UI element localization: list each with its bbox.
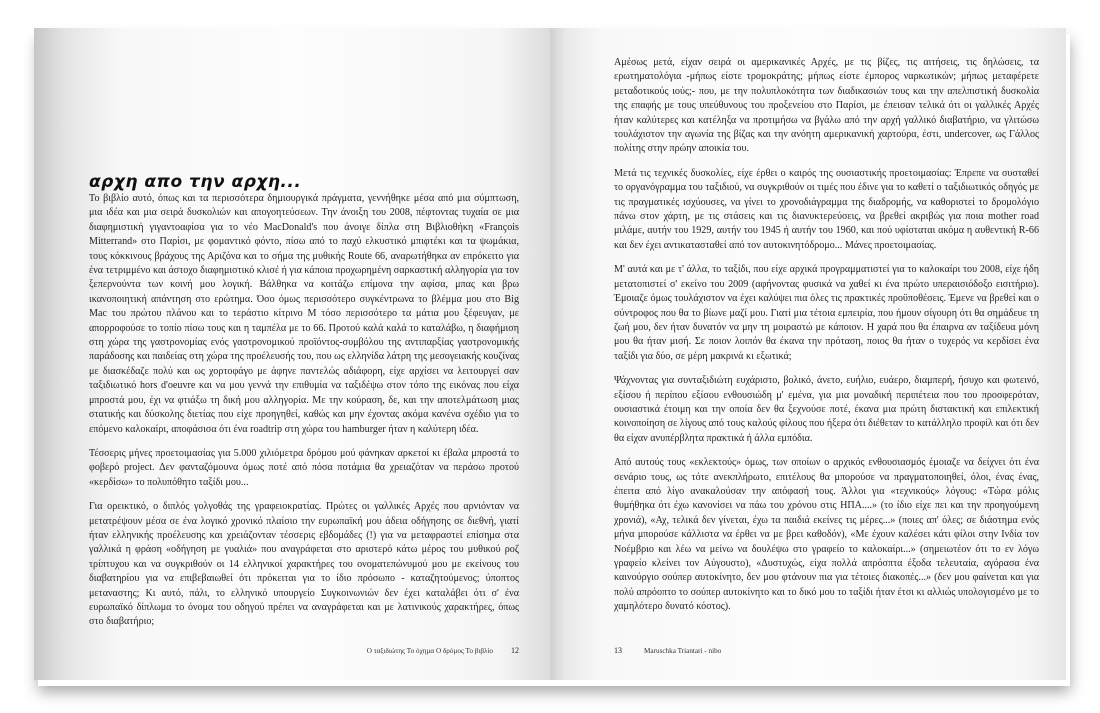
left-page-text <box>89 192 519 640</box>
paragraph: Ψάχνοντας για συνταξιδιώτη ευχάριστο, βολικό, άνετο, ευήλιο, ευάερο, διαμπερή, ήσυχο και φωτεινό, εξίσου ή περίπου εξίσου ενθουσιώδη μ' εμένα, για μια μοναδική περιπέτεια που του προσφερόταν, ουσιαστικά έτοιμη και την οποία δεν θα ξεχνούσε ποτέ, έκανα μια πρώτη διστακτική και επιλεκτική κοινοποίηση σε λίγους από τους καλούς φίλους που ήξερα ότι διέθεταν το κατάλληλο προφίλ και ότι δεν θα είχαν ανυπέρβλητα πρακτικά ή άλλα εμπόδια. <box>614 375 1039 444</box>
right-page-footer <box>614 646 721 655</box>
paragraph: Μ' αυτά και με τ' άλλα, το ταξίδι, που είχε αρχικά προγραμματιστεί για το καλοκαίρι του 2008, είχε ήδη μετατοπιστεί σ' εκείνο του 2009 (αφήνοντας φυσικά να χαθεί κι ένα πρώτο υπεραισιόδοξο εισιτήριο). Έμοιαζε όμως τουλάχιστον να έχει καλύψει πια όλες τις πρακτικές προϋποθέσεις. Έμενε να βρεθεί και ο σύντροφος που θα το βίωνε μαζί μου. Γιατί μια τέτοια εμπειρία, που ήμουν σίγουρη ότι θα σημάδευε τη ζωή μου, δεν ήταν δυνατόν να μην τη μοιραστώ με κάποιον. Η χαρά που θα έπαιρνα αν ταξίδευα μόνη μου θα ήταν μισή. Σε ποιον λοιπόν θα έκανα την πρόταση, ποιος θα ήταν ο τυχερός να κερδίσει ένα ταξίδι για δύο, σε μέρη μακρινά κι εξωτικά; <box>614 264 1039 362</box>
paragraph: Από αυτούς τους «εκλεκτούς» όμως, των οποίων ο αρχικός ενθουσιασμός έμοιαζε να δείχνει ότι ένα σενάριο τους, ως τότε ανεκπλήρωτο, επιτέλους θα μπορούσε να πραγματοποιηθεί, όλοι, ένας ένας, έπειτα από λίγο ανακαλούσαν την απόφασή τους. Άλλοι για «τεχνικούς» λόγους: «Τώρα μόλις θυμήθηκα ότι έχω κανονίσει να πάω του χρόνου στις ΗΠΑ....» (το ίδιο είχε πει και την προηγούμενη χρονιά), «Αχ, τελικά δεν γίνεται, έχω τα παιδιά εκείνες τις μέρες...» (ποιες απ' όλες; σε διάστημα ενός μήνα μπορούσε κάλλιστα να έρθει να με βρει καθοδόν), «Με έχουν καλέσει κάτι φίλοι στην Ινδία τον Νοέμβριο και λέω να μείνω να δουλέψω στο γραφείο το καλοκαίρι...» (σημειωτέον ότι το εν λόγω γραφείο κλείνει τον Αύγουστο), «Δυστυχώς, είχα πολλά απρόσπτα έξοδα τελευταία, αγόρασα ένα καινούργιο σούπερ αυτοκίνητο, δεν μου φτάνουν πια για τέτοιες διακοπές...» (δεν μου φαίνεται και για πολύ απρόοπτο το σούπερ αυτοκίνητο και το δικό μου το ταξίδι ήταν έτσι κι αλλιώς υπολογισμένο με το χαμηλότερο δυνατό κόστος). <box>614 457 1039 613</box>
paragraph: Αμέσως μετά, είχαν σειρά οι αμερικανικές Αρχές, με τις βίζες, τις αιτήσεις, τις δηλώσεις, τα ερωτηματολόγια -μήπως είστε τρομοκράτης; μήπως είστε έμπορος ναρκωτικών; μήπως μεταφέρετε μεταδοτικούς ιούς;- που, με την πολυπλοκότητα των διαδικασιών τους και την απελπιστική δυσκολία της επαφής με τους υπεύθυνους του προξενείου στο Παρίσι, με έπεισαν τελικά ότι οι γαλλικές Αρχές ήταν καλύτερες και κατέληξα να προτιμήσω να βγάλω από την αρχή γαλλικό διαβατήριο, να γλιτώσω τουλάχιστον την αγωνία της βίζας και την ανόητη αμερικανική χαρτούρα, έστι, undercover, ως Γάλλος πολίτης στην πρώην αποικία του. <box>614 57 1039 155</box>
paragraph: Μετά τις τεχνικές δυσκολίες, είχε έρθει ο καιρός της ουσιαστικής προετοιμασίας: Έπρεπε να συσταθεί το οργανόγραμμα του ταξιδιού, να συγκριθούν οι τιμές που έδινε για το καθετί ο ταξιδιωτικός οδηγός με τις πραγματικές ισχύουσες, να γίνει το χρονοδιάγραμμα της διαδρομής, να καθοριστεί το δρομολόγιο πάνω στον χάρτη, με τις στάσεις και τις διανυκτερεύσεις, να βρεθεί ακριβώς για ποια mother road μιλάμε, αυτήν του 1929, αυτήν του 1945 ή αυτήν του 1960, και πού υφίσταται ακόμα η αυθεντική R-66 και δεν έχει αντικατασταθεί από τον αυτοκινητόδρομο... Μάνες προετοιμασίας. <box>614 167 1039 251</box>
page-number: 13 <box>614 646 622 655</box>
left-page-footer <box>304 646 519 655</box>
chapter-title: αρχη απο την αρχη... <box>89 172 302 192</box>
paragraph: Το βιβλίο αυτό, όπως και τα περισσότερα δημιουργικά πράγματα, γεννήθηκε μέσα από μια σύμπτωση, μια ιδέα και μια σειρά δυσκολιών και απογοητεύσεων. Την άνοιξη του 2008, πέφτοντας τυχαία σε μια διαφημιστική γιγαντοαφίσα για το νέο MacDonald's που άνοιγε δίπλα στη Βιβλιοθήκη «François Mitterrand» στο Παρίσι, με φομαντικό φόντο, πίσω από το παχύ ελκυστικό μπιφτέκι και τα ψωμάκια, τους κόκκινους βράχους της Αριζόνα και το σήμα της μυθικής Route 66, αναρωτήθηκα αν επρόκειτο για ένα τετριμμένο και άστοχο διαφημιστικό κλισέ ή για κάποια προχωρημένη σαρκαστική αλληγορία για τον ξεπερνούντα των κοινή μου λογική. Βάλθηκα να κοιτάζω επίμονα την αφίσα, μπας και βρω ικανοποιητική απάντηση στο ερώτημα. Όσο όμως περισσότερο συγκέντρωνα το βλέμμα μου στο Big Mac του πρώτου πλάνου και το τεράστιο κίτρινο M τόσο περισσότερο τα μάτια μου ξέφευγαν, με απορροφούσε το τοπίο πίσω τους και η ταμπέλα με το 66. Προτού καλά καλά το καταλάβω, η διαφήμιση στη χώρα της γαστρονομίας ενός γαστρονομικού προϊόντος-συμβόλου της αντιπαρξίας γαστρονομικής παράδοσης και παιδείας στη χώρα της προέλευσής του, που ως ελληνίδα λάτρη της μεσογειακής κουζίνας με διασκέδαζε πολύ και ως χορτοφάγο με άφηνε παντελώς αδιάφορη, είχε αρχίσει να λειτουργεί σαν ταξιδιωτικό hors d'oeuvre και να μου γεννά την επιθυμία να ταξιδέψω στον τόπο της εικόνας που είχα μπροστά μου, έχι να φτιάξω τη δική μου αλληγορία. Με την κούραση, δε, και την αποτελμάτωση μιας στατικής και δύσκολης διετίας που είχε προηγηθεί, καθώς και μην έχοντας ακόμα κανένα σχέδιο για το επόμενο καλοκαίρι, αποφάσισα ότι ένα roadtrip στη χώρα του hamburger ήταν η καλύτερη ιδέα. <box>89 193 519 435</box>
paragraph: Για ορεικτικό, ο διπλός γολγοθάς της γραφειοκρατίας. Πρώτες οι γαλλικές Αρχές που αρνιόνταν να μετατρέψουν μέσα σε ένα λογικό χρονικό πλαίσιο την ευρωπαϊκή μου άδεια οδήγησης σε διεθνή, γιατί ήταν ελληνικής προέλευσης και χρειάζονταν τέσσερις εβδομάδες (!) για να μεταφραστεί επίσημα στα γαλλικά η φράση «οδήγηση με γυαλιά» που αναγράφεται στο αριστερό κάτω μέρος του μυθικού ροζ τρίπτυχου και να συγκριθούν οι 14 ελληνικοί χαρακτήρες του ονοματεπώνυμού μου με εκείνους του διαβατηρίου για να επιβεβαιωθεί ότι πρόκειται για το ίδιο πρόσωπο - καταζητούμενος; ύποπτος μεταναστης; Κι αυτό, πάλι, το ελληνικό υπουργείο Συγκοινωνιών δεν έχει καταλάβει ότι σ' ένα ευρωπαϊκό δίπλωμα το όνομα του οδηγού πρέπει να αναγράφεται και με λατινικούς χαρακτήρες, όπως στο διαβατήριο; <box>89 501 519 628</box>
right-page <box>550 28 1066 680</box>
left-page <box>34 28 550 680</box>
running-footer-text: Ο ταξιδιώτης Το όχημα Ο δρόμος Το βιβλίο <box>366 647 493 655</box>
right-page-text <box>614 56 1039 625</box>
page-number: 12 <box>511 646 519 655</box>
running-footer-text: Maruschka Triantari - nibo <box>644 647 722 655</box>
paragraph: Τέσσερις μήνες προετοιμασίας για 5.000 χιλιόμετρα δρόμου μού φάνηκαν αρκετοί κι έβαλα μπροστά το φοβερό project. Δεν φανταζόμουνα όμως ποτέ από πόσα ποτάμια θα χρειαζόταν να περάσω προτού «κερδίσω» το πολυπόθητο ταξίδι μου... <box>89 447 519 488</box>
